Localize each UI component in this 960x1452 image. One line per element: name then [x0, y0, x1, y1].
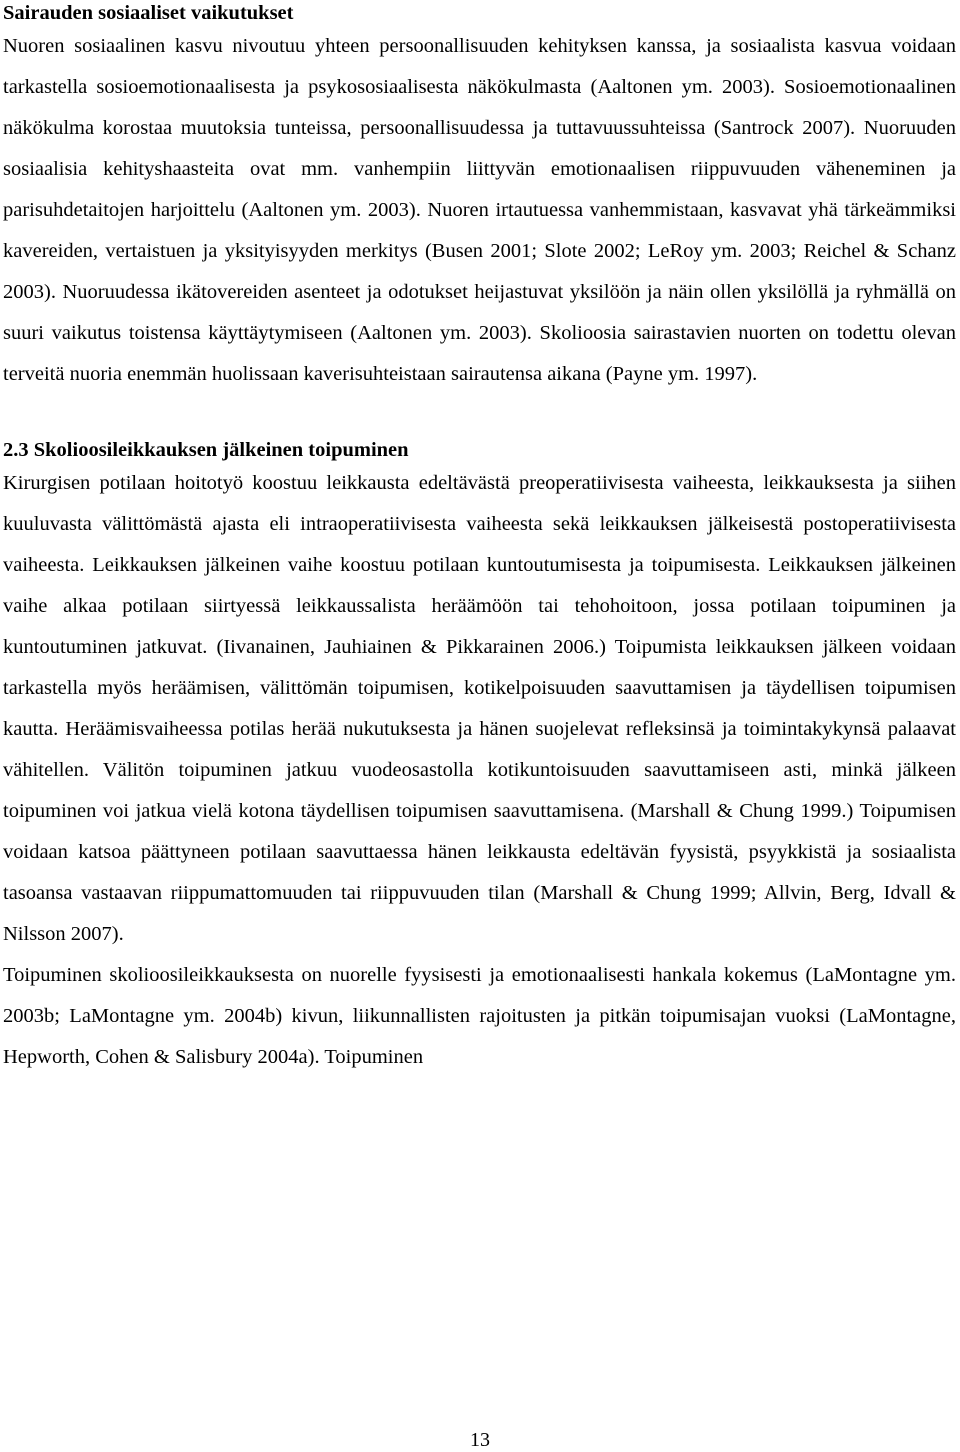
subsection-title: 2.3 Skolioosileikkauksen jälkeinen toipuminen — [3, 439, 409, 461]
page-number: 13 — [470, 1429, 490, 1451]
document-page — [3, 0, 956, 1078]
paragraph-recovery-experience: Toipuminen skolioosileikkauksesta on nuorelle fyysisesti ja emotionaalisesti hankala kokemus (LaMontagne ym. 2003b; LaMontagne ym. 2004b) kivun, liikunnallisten rajoitusten ja pitkän toipumisajan vuoksi (LaMontagne, Hepworth, Cohen & Salisbury 2004a). Toipuminen — [3, 964, 956, 1068]
section-title: Sairauden sosiaaliset vaikutukset — [3, 2, 294, 24]
paragraph-recovery: Kirurgisen potilaan hoitotyö koostuu leikkausta edeltävästä preoperatiivisesta vaiheesta, leikkauksesta ja siihen kuuluvasta välittömästä ajasta eli intraoperatiivisesta vaiheesta sekä leikkauksen jälkeisestä postoperatiivisesta vaiheesta. Leikkauksen jälkeinen vaihe koostuu potilaan kuntoutumisesta ja toipumisesta. Leikkauksen jälkeinen vaihe alkaa potilaan siirtyessä leikkaussalista heräämöön tai tehohoitoon, jossa potilaan toipuminen ja kuntoutuminen jatkuvat. (Iivanainen, Jauhiainen & Pikkarainen 2006.) Toipumista leikkauksen jälkeen voidaan tarkastella myös heräämisen, välittömän toipumisen, kotikelpoisuuden saavuttamisen ja täydellisen toipumisen kautta. Heräämisvaiheessa potilas herää nukutuksesta ja hänen suojelevat refleksinsä ja toimintakykynsä palaavat vähitellen. Välitön toipuminen jatkuu vuodeosastolla kotikuntoisuuden saavuttamiseen asti, minkä jälkeen toipuminen voi jatkua vielä kotona täydellisen toipumisen saavuttamisena. (Marshall & Chung 1999.) Toipumisen voidaan katsoa päättyneen potilaan saavuttaessa hänen leikkausta edeltävän fyysistä, psyykkistä ja sosiaalista tasoansa vastaavan riippumattomuuden tai riippuvuuden tilan (Marshall & Chung 1999; Allvin, Berg, Idvall & Nilsson 2007). — [3, 472, 956, 945]
paragraph-social-effects: Nuoren sosiaalinen kasvu nivoutuu yhteen persoonallisuuden kehityksen kanssa, ja sosiaalista kasvua voidaan tarkastella sosioemotionaalisesta ja psykososiaalisesta näkökulmasta (Aaltonen ym. 2003). Sosioemotionaalinen näkökulma korostaa muutoksia tunteissa, persoonallisuudessa ja tuttavuussuhteissa (Santrock 2007). Nuoruuden sosiaalisia kehityshaasteita ovat mm. vanhempiin liittyvän emotionaalisen riippuvuuden väheneminen ja parisuhdetaitojen harjoittelu (Aaltonen ym. 2003). Nuoren irtautuessa vanhemmistaan, kasvavat yhä tärkeämmiksi kavereiden, vertaistuen ja yksityisyyden merkitys (Busen 2001; Slote 2002; LeRoy ym. 2003; Reichel & Schanz 2003). Nuoruudessa ikätovereiden asenteet ja odotukset heijastuvat yksilöön ja näin ollen yksilöllä ja ryhmällä on suuri vaikutus toistensa käyttäytymiseen (Aaltonen ym. 2003). Skolioosia sairastavien nuorten on todettu olevan terveitä nuoria enemmän huolissaan kaverisuhteistaan sairautensa aikana (Payne ym. 1997). — [3, 35, 956, 385]
